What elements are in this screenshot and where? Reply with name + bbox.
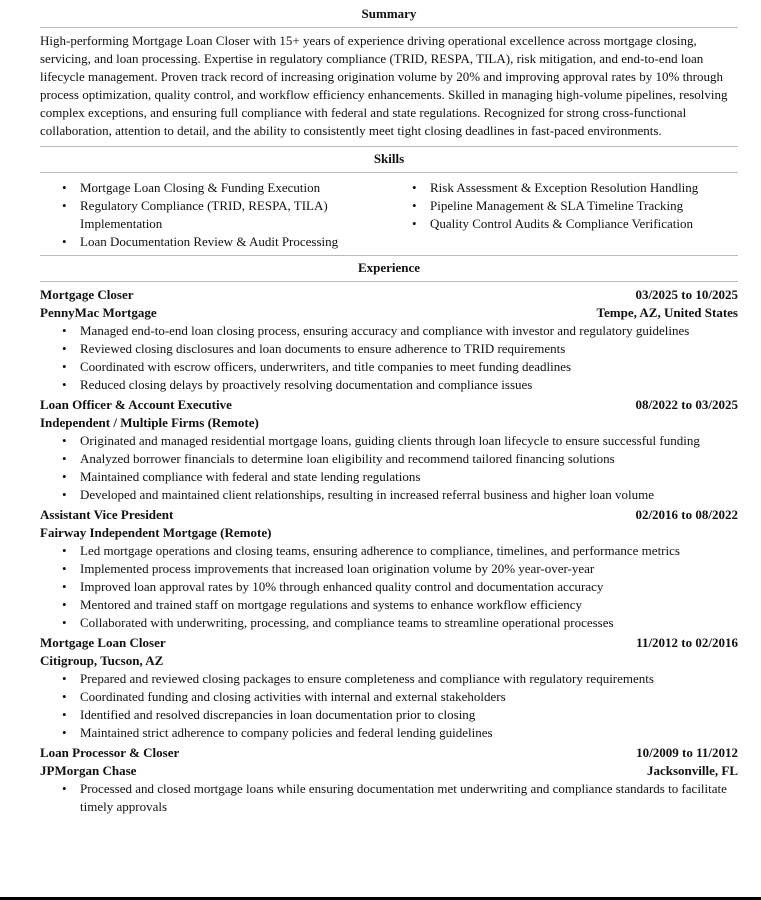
job-title: Mortgage Closer — [40, 287, 134, 302]
skill-item: • Quality Control Audits & Compliance Verification — [412, 215, 698, 233]
job-entry — [40, 634, 738, 742]
job-bullet: • Maintained compliance with federal and state lending regulations — [40, 468, 738, 486]
job-bullet: • Collaborated with underwriting, processing, and compliance teams to streamline operational processes — [40, 614, 738, 632]
job-entry — [40, 506, 738, 632]
job-dates: 10/2009 to 11/2012 — [636, 745, 738, 760]
job-bullet: • Implemented process improvements that increased loan origination volume by 20% year-over-year — [40, 560, 738, 578]
job-bullet: • Identified and resolved discrepancies in loan documentation prior to closing — [40, 706, 738, 724]
job-bullet: • Originated and managed residential mortgage loans, guiding clients through loan lifecycle to ensure successful funding — [40, 432, 738, 450]
job-company: Independent / Multiple Firms (Remote) — [40, 415, 259, 430]
job-bullets — [40, 780, 738, 816]
job-company: Fairway Independent Mortgage (Remote) — [40, 525, 272, 540]
job-dates: 02/2016 to 08/2022 — [635, 507, 738, 522]
job-location: Tempe, AZ, United States — [596, 305, 738, 320]
job-title: Mortgage Loan Closer — [40, 635, 166, 650]
job-bullet: • Reviewed closing disclosures and loan documents to ensure adherence to TRID requirements — [40, 340, 738, 358]
job-bullets — [40, 542, 738, 632]
job-bullets — [40, 322, 738, 394]
job-bullet: • Managed end-to-end loan closing process, ensuring accuracy and compliance with investor and regulatory guidelines — [40, 322, 738, 340]
job-entry — [40, 744, 738, 816]
job-bullet: • Mentored and trained staff on mortgage regulations and systems to enhance workflow efficiency — [40, 596, 738, 614]
experience-heading: Experience — [40, 255, 738, 282]
skill-item: • Mortgage Loan Closing & Funding Execution — [62, 179, 390, 197]
summary-heading: Summary — [40, 2, 738, 28]
job-dates: 08/2022 to 03/2025 — [635, 397, 738, 412]
job-bullet: • Led mortgage operations and closing teams, ensuring adherence to compliance, timelines, and performance metrics — [40, 542, 738, 560]
job-bullet: • Prepared and reviewed closing packages to ensure completeness and compliance with regulatory requirements — [40, 670, 738, 688]
job-dates: 03/2025 to 10/2025 — [635, 287, 738, 302]
summary-text: High-performing Mortgage Loan Closer with 15+ years of experience driving operational excellence across mortgage closing, servicing, and loan processing. Expertise in regulatory compliance (TRID, RESPA, TILA), risk mitigation, and end-to-end loan lifecycle management. Proven track record of increasing origination volume by 20% and improving approval rates by 10% through process optimization, quality control, and workflow efficiency enhancements. Skilled in managing high-volume pipelines, resolving complex exceptions, and ensuring full compliance with federal and state regulations. Recognized for strong cross-functional collaboration, attention to detail, and the ability to consistently meet tight closing deadlines in fast-paced environments. — [40, 33, 728, 138]
job-entry — [40, 396, 738, 504]
job-title: Assistant Vice President — [40, 507, 174, 522]
job-bullet: • Coordinated with escrow officers, underwriters, and title companies to meet funding deadlines — [40, 358, 738, 376]
job-bullet: • Coordinated funding and closing activities with internal and external stakeholders — [40, 688, 738, 706]
job-title: Loan Officer & Account Executive — [40, 397, 232, 412]
job-title: Loan Processor & Closer — [40, 745, 180, 760]
skill-item: • Regulatory Compliance (TRID, RESPA, TILA) Implementation — [62, 197, 390, 233]
job-company: Citigroup, Tucson, AZ — [40, 653, 164, 668]
job-bullet: • Analyzed borrower financials to determine loan eligibility and recommend tailored financing solutions — [40, 450, 738, 468]
skills-list — [40, 179, 738, 251]
job-bullet: • Processed and closed mortgage loans while ensuring documentation met underwriting and compliance standards to facilitate timely approvals — [40, 780, 738, 816]
skill-item: • Pipeline Management & SLA Timeline Tracking — [412, 197, 698, 215]
job-company: PennyMac Mortgage — [40, 305, 157, 320]
resume-page — [40, 0, 738, 818]
job-entry — [40, 286, 738, 394]
job-location: Jacksonville, FL — [646, 763, 738, 778]
skills-column-right — [390, 179, 698, 251]
job-company: JPMorgan Chase — [40, 763, 137, 778]
skill-item: • Loan Documentation Review & Audit Processing — [62, 233, 390, 251]
job-bullets — [40, 432, 738, 504]
job-dates: 11/2012 to 02/2016 — [636, 635, 738, 650]
skills-column-left — [40, 179, 390, 251]
job-bullet: • Developed and maintained client relationships, resulting in increased referral business and higher loan volume — [40, 486, 738, 504]
job-bullet: • Reduced closing delays by proactively resolving documentation and compliance issues — [40, 376, 738, 394]
job-bullets — [40, 670, 738, 742]
skill-item: • Risk Assessment & Exception Resolution Handling — [412, 179, 698, 197]
job-bullet: • Improved loan approval rates by 10% through enhanced quality control and documentation accuracy — [40, 578, 738, 596]
skills-heading: Skills — [40, 146, 738, 173]
job-bullet: • Maintained strict adherence to company policies and federal lending guidelines — [40, 724, 738, 742]
